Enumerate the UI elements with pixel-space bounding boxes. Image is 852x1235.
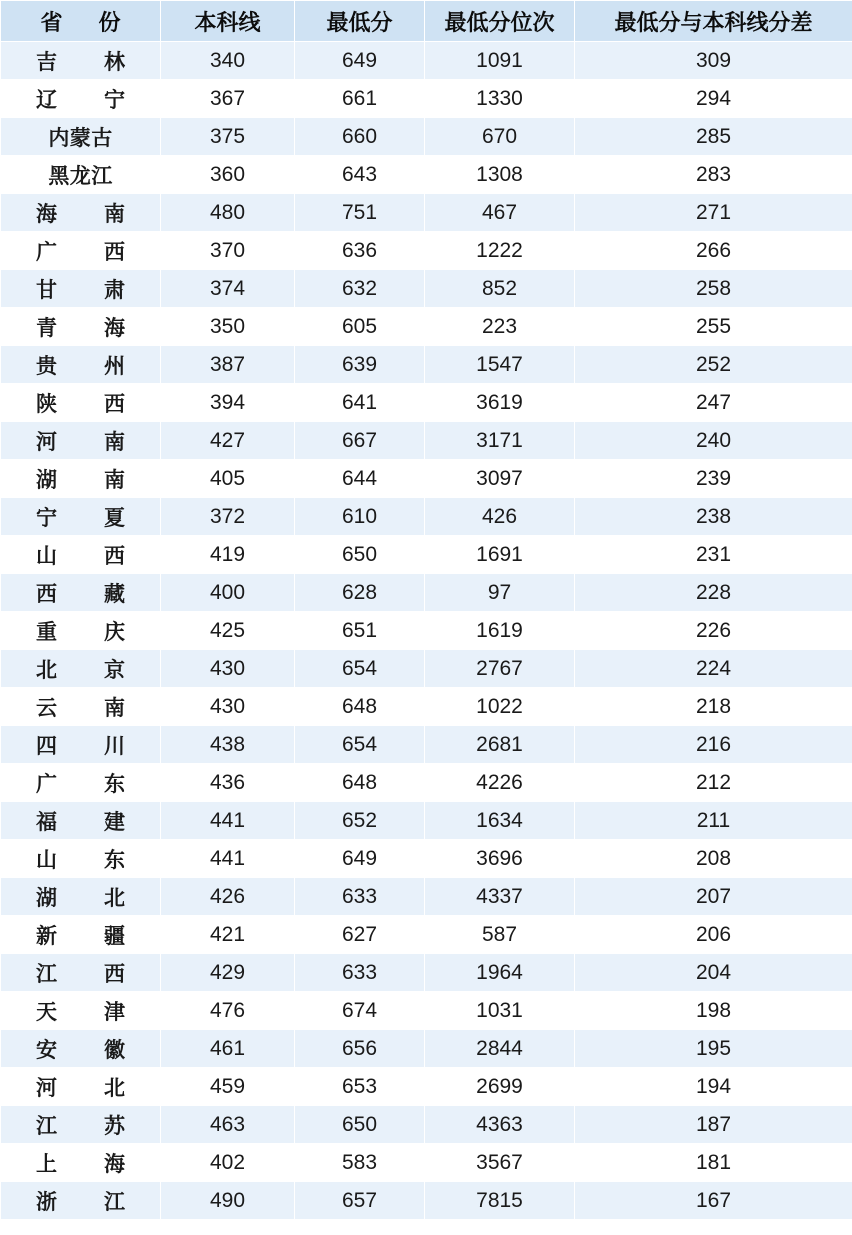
undergraduate-line-cell: 375 bbox=[161, 118, 295, 156]
undergraduate-line-cell: 419 bbox=[161, 536, 295, 574]
province-name-cell bbox=[1, 384, 161, 422]
province-name: 上 海 bbox=[23, 1148, 138, 1178]
province-name-cell bbox=[1, 536, 161, 574]
province-name-cell bbox=[1, 1030, 161, 1068]
undergraduate-line-cell: 421 bbox=[161, 916, 295, 954]
min-score-rank-cell: 1022 bbox=[425, 688, 575, 726]
province-name-cell bbox=[1, 460, 161, 498]
min-score-cell: 648 bbox=[295, 688, 425, 726]
province-name-cell bbox=[1, 840, 161, 878]
undergraduate-line-cell: 400 bbox=[161, 574, 295, 612]
table-row bbox=[1, 422, 852, 460]
min-score-cell: 654 bbox=[295, 650, 425, 688]
province-name-cell bbox=[1, 498, 161, 536]
province-name: 福 建 bbox=[23, 806, 138, 836]
score-difference-cell: 283 bbox=[575, 156, 852, 194]
table-row bbox=[1, 308, 852, 346]
table-row bbox=[1, 954, 852, 992]
min-score-cell: 650 bbox=[295, 536, 425, 574]
province-name-cell bbox=[1, 992, 161, 1030]
table-row bbox=[1, 1068, 852, 1106]
filler-cell bbox=[161, 1220, 295, 1235]
score-difference-cell: 206 bbox=[575, 916, 852, 954]
score-difference-cell: 294 bbox=[575, 80, 852, 118]
min-score-cell: 648 bbox=[295, 764, 425, 802]
undergraduate-line-cell: 430 bbox=[161, 688, 295, 726]
province-name: 重 庆 bbox=[23, 616, 138, 646]
province-name-cell bbox=[1, 1068, 161, 1106]
table-row bbox=[1, 992, 852, 1030]
score-difference-cell: 271 bbox=[575, 194, 852, 232]
province-name-cell bbox=[1, 1106, 161, 1144]
province-name-cell bbox=[1, 802, 161, 840]
province-name: 天 津 bbox=[23, 996, 138, 1026]
score-difference-cell: 309 bbox=[575, 42, 852, 80]
province-name-cell bbox=[1, 1182, 161, 1220]
undergraduate-line-cell: 374 bbox=[161, 270, 295, 308]
min-score-rank-cell: 3097 bbox=[425, 460, 575, 498]
table-row bbox=[1, 726, 852, 764]
min-score-cell: 651 bbox=[295, 612, 425, 650]
province-name: 河 北 bbox=[23, 1072, 138, 1102]
score-difference-cell: 204 bbox=[575, 954, 852, 992]
province-name: 黑龙江 bbox=[48, 160, 112, 190]
score-difference-cell: 238 bbox=[575, 498, 852, 536]
undergraduate-line-cell: 429 bbox=[161, 954, 295, 992]
min-score-cell: 674 bbox=[295, 992, 425, 1030]
table-row bbox=[1, 802, 852, 840]
province-name: 内蒙古 bbox=[48, 122, 112, 152]
column-header-min-score: 最低分 bbox=[295, 1, 425, 42]
score-difference-cell: 212 bbox=[575, 764, 852, 802]
score-difference-cell: 285 bbox=[575, 118, 852, 156]
province-name: 新 疆 bbox=[23, 920, 138, 950]
score-difference-cell: 252 bbox=[575, 346, 852, 384]
min-score-rank-cell: 852 bbox=[425, 270, 575, 308]
table-header bbox=[1, 1, 852, 42]
table-row bbox=[1, 878, 852, 916]
undergraduate-line-cell: 441 bbox=[161, 802, 295, 840]
undergraduate-line-cell: 402 bbox=[161, 1144, 295, 1182]
table-row bbox=[1, 1106, 852, 1144]
undergraduate-line-cell: 367 bbox=[161, 80, 295, 118]
min-score-rank-cell: 1031 bbox=[425, 992, 575, 1030]
province-name: 安 徽 bbox=[23, 1034, 138, 1064]
min-score-rank-cell: 2699 bbox=[425, 1068, 575, 1106]
province-name: 甘 肃 bbox=[23, 274, 138, 304]
min-score-rank-cell: 97 bbox=[425, 574, 575, 612]
table-row bbox=[1, 1144, 852, 1182]
undergraduate-line-cell: 441 bbox=[161, 840, 295, 878]
undergraduate-line-cell: 438 bbox=[161, 726, 295, 764]
province-name: 吉 林 bbox=[23, 46, 138, 76]
table-row bbox=[1, 156, 852, 194]
province-name-cell bbox=[1, 726, 161, 764]
table-body bbox=[1, 42, 852, 1235]
min-score-rank-cell: 223 bbox=[425, 308, 575, 346]
min-score-cell: 633 bbox=[295, 954, 425, 992]
min-score-rank-cell: 2681 bbox=[425, 726, 575, 764]
table-row bbox=[1, 650, 852, 688]
min-score-cell: 661 bbox=[295, 80, 425, 118]
score-difference-cell: 216 bbox=[575, 726, 852, 764]
filler-cell bbox=[575, 1220, 852, 1235]
score-difference-cell: 167 bbox=[575, 1182, 852, 1220]
table-row bbox=[1, 574, 852, 612]
table-row bbox=[1, 80, 852, 118]
score-difference-cell: 198 bbox=[575, 992, 852, 1030]
table-row bbox=[1, 536, 852, 574]
header-row bbox=[1, 1, 852, 42]
min-score-rank-cell: 587 bbox=[425, 916, 575, 954]
undergraduate-line-cell: 427 bbox=[161, 422, 295, 460]
min-score-rank-cell: 2844 bbox=[425, 1030, 575, 1068]
undergraduate-line-cell: 476 bbox=[161, 992, 295, 1030]
province-name-cell bbox=[1, 194, 161, 232]
province-name-cell bbox=[1, 156, 161, 194]
min-score-rank-cell: 1691 bbox=[425, 536, 575, 574]
table-row bbox=[1, 612, 852, 650]
province-name: 贵 州 bbox=[23, 350, 138, 380]
undergraduate-line-cell: 394 bbox=[161, 384, 295, 422]
min-score-rank-cell: 1964 bbox=[425, 954, 575, 992]
table-row bbox=[1, 346, 852, 384]
undergraduate-line-cell: 430 bbox=[161, 650, 295, 688]
province-name: 辽 宁 bbox=[23, 84, 138, 114]
min-score-cell: 583 bbox=[295, 1144, 425, 1182]
min-score-rank-cell: 670 bbox=[425, 118, 575, 156]
province-name-cell bbox=[1, 346, 161, 384]
table-row bbox=[1, 194, 852, 232]
filler-cell bbox=[1, 1220, 161, 1235]
province-name-cell bbox=[1, 80, 161, 118]
province-name: 云 南 bbox=[23, 692, 138, 722]
table-row bbox=[1, 460, 852, 498]
min-score-rank-cell: 1619 bbox=[425, 612, 575, 650]
min-score-rank-cell: 1222 bbox=[425, 232, 575, 270]
table-row bbox=[1, 498, 852, 536]
table-row bbox=[1, 42, 852, 80]
score-difference-cell: 181 bbox=[575, 1144, 852, 1182]
province-name-cell bbox=[1, 42, 161, 80]
min-score-cell: 636 bbox=[295, 232, 425, 270]
province-name: 海 南 bbox=[23, 198, 138, 228]
province-name: 浙 江 bbox=[23, 1186, 138, 1216]
score-difference-cell: 218 bbox=[575, 688, 852, 726]
province-name: 山 西 bbox=[23, 540, 138, 570]
table-row bbox=[1, 764, 852, 802]
min-score-cell: 610 bbox=[295, 498, 425, 536]
province-name-cell bbox=[1, 232, 161, 270]
score-difference-cell: 240 bbox=[575, 422, 852, 460]
score-difference-cell: 207 bbox=[575, 878, 852, 916]
province-name: 河 南 bbox=[23, 426, 138, 456]
undergraduate-line-cell: 425 bbox=[161, 612, 295, 650]
min-score-rank-cell: 4363 bbox=[425, 1106, 575, 1144]
min-score-cell: 627 bbox=[295, 916, 425, 954]
min-score-cell: 649 bbox=[295, 840, 425, 878]
undergraduate-line-cell: 372 bbox=[161, 498, 295, 536]
province-name: 北 京 bbox=[23, 654, 138, 684]
score-difference-cell: 239 bbox=[575, 460, 852, 498]
min-score-rank-cell: 2767 bbox=[425, 650, 575, 688]
province-name-cell bbox=[1, 954, 161, 992]
undergraduate-line-cell: 405 bbox=[161, 460, 295, 498]
score-difference-cell: 187 bbox=[575, 1106, 852, 1144]
undergraduate-line-cell: 340 bbox=[161, 42, 295, 80]
province-name: 陕 西 bbox=[23, 388, 138, 418]
undergraduate-line-cell: 459 bbox=[161, 1068, 295, 1106]
province-name: 江 苏 bbox=[23, 1110, 138, 1140]
score-difference-cell: 211 bbox=[575, 802, 852, 840]
province-name-cell bbox=[1, 764, 161, 802]
min-score-rank-cell: 3619 bbox=[425, 384, 575, 422]
table-row bbox=[1, 688, 852, 726]
table-row bbox=[1, 118, 852, 156]
min-score-rank-cell: 1634 bbox=[425, 802, 575, 840]
min-score-cell: 639 bbox=[295, 346, 425, 384]
min-score-cell: 656 bbox=[295, 1030, 425, 1068]
province-name-cell bbox=[1, 574, 161, 612]
min-score-cell: 605 bbox=[295, 308, 425, 346]
min-score-cell: 667 bbox=[295, 422, 425, 460]
province-name-cell bbox=[1, 916, 161, 954]
min-score-cell: 644 bbox=[295, 460, 425, 498]
undergraduate-line-cell: 436 bbox=[161, 764, 295, 802]
min-score-cell: 653 bbox=[295, 1068, 425, 1106]
province-name-cell bbox=[1, 688, 161, 726]
filler-cell bbox=[295, 1220, 425, 1235]
undergraduate-line-cell: 426 bbox=[161, 878, 295, 916]
min-score-cell: 652 bbox=[295, 802, 425, 840]
table-row bbox=[1, 1030, 852, 1068]
min-score-rank-cell: 3567 bbox=[425, 1144, 575, 1182]
province-name-cell bbox=[1, 308, 161, 346]
column-header-undergraduate-line: 本科线 bbox=[161, 1, 295, 42]
score-difference-cell: 266 bbox=[575, 232, 852, 270]
province-name: 青 海 bbox=[23, 312, 138, 342]
column-header-province: 省 份 bbox=[1, 1, 161, 42]
min-score-cell: 633 bbox=[295, 878, 425, 916]
score-difference-cell: 224 bbox=[575, 650, 852, 688]
min-score-rank-cell: 3696 bbox=[425, 840, 575, 878]
min-score-rank-cell: 4337 bbox=[425, 878, 575, 916]
min-score-cell: 650 bbox=[295, 1106, 425, 1144]
min-score-cell: 660 bbox=[295, 118, 425, 156]
score-difference-cell: 247 bbox=[575, 384, 852, 422]
undergraduate-line-cell: 350 bbox=[161, 308, 295, 346]
table-row bbox=[1, 384, 852, 422]
min-score-rank-cell: 1091 bbox=[425, 42, 575, 80]
score-difference-cell: 194 bbox=[575, 1068, 852, 1106]
score-difference-cell: 208 bbox=[575, 840, 852, 878]
column-header-score-difference: 最低分与本科线分差 bbox=[575, 1, 852, 42]
undergraduate-line-cell: 360 bbox=[161, 156, 295, 194]
province-name: 湖 南 bbox=[23, 464, 138, 494]
min-score-cell: 649 bbox=[295, 42, 425, 80]
province-name: 山 东 bbox=[23, 844, 138, 874]
column-header-min-score-rank: 最低分位次 bbox=[425, 1, 575, 42]
table-row bbox=[1, 916, 852, 954]
undergraduate-line-cell: 480 bbox=[161, 194, 295, 232]
min-score-rank-cell: 7815 bbox=[425, 1182, 575, 1220]
province-name: 四 川 bbox=[23, 730, 138, 760]
undergraduate-line-cell: 387 bbox=[161, 346, 295, 384]
score-difference-cell: 231 bbox=[575, 536, 852, 574]
min-score-rank-cell: 1330 bbox=[425, 80, 575, 118]
province-name-cell bbox=[1, 1144, 161, 1182]
province-name-cell bbox=[1, 878, 161, 916]
table-bottom-filler bbox=[1, 1220, 852, 1235]
min-score-cell: 641 bbox=[295, 384, 425, 422]
min-score-rank-cell: 4226 bbox=[425, 764, 575, 802]
min-score-cell: 643 bbox=[295, 156, 425, 194]
min-score-cell: 654 bbox=[295, 726, 425, 764]
province-name: 广 东 bbox=[23, 768, 138, 798]
table-row bbox=[1, 232, 852, 270]
province-name-cell bbox=[1, 612, 161, 650]
province-name: 西 藏 bbox=[23, 578, 138, 608]
province-name-cell bbox=[1, 270, 161, 308]
table-row bbox=[1, 270, 852, 308]
province-name-cell bbox=[1, 422, 161, 460]
min-score-rank-cell: 1308 bbox=[425, 156, 575, 194]
undergraduate-line-cell: 370 bbox=[161, 232, 295, 270]
min-score-rank-cell: 1547 bbox=[425, 346, 575, 384]
table-row bbox=[1, 840, 852, 878]
province-name: 宁 夏 bbox=[23, 502, 138, 532]
min-score-cell: 632 bbox=[295, 270, 425, 308]
min-score-rank-cell: 467 bbox=[425, 194, 575, 232]
table-row bbox=[1, 1182, 852, 1220]
undergraduate-line-cell: 490 bbox=[161, 1182, 295, 1220]
score-difference-cell: 255 bbox=[575, 308, 852, 346]
min-score-cell: 628 bbox=[295, 574, 425, 612]
province-name: 广 西 bbox=[23, 236, 138, 266]
province-name: 江 西 bbox=[23, 958, 138, 988]
score-difference-cell: 228 bbox=[575, 574, 852, 612]
min-score-cell: 657 bbox=[295, 1182, 425, 1220]
province-name-cell bbox=[1, 118, 161, 156]
min-score-rank-cell: 426 bbox=[425, 498, 575, 536]
province-name: 湖 北 bbox=[23, 882, 138, 912]
undergraduate-line-cell: 463 bbox=[161, 1106, 295, 1144]
score-difference-cell: 226 bbox=[575, 612, 852, 650]
undergraduate-line-cell: 461 bbox=[161, 1030, 295, 1068]
min-score-rank-cell: 3171 bbox=[425, 422, 575, 460]
score-difference-cell: 258 bbox=[575, 270, 852, 308]
score-difference-cell: 195 bbox=[575, 1030, 852, 1068]
province-name-cell bbox=[1, 650, 161, 688]
min-score-cell: 751 bbox=[295, 194, 425, 232]
filler-cell bbox=[425, 1220, 575, 1235]
